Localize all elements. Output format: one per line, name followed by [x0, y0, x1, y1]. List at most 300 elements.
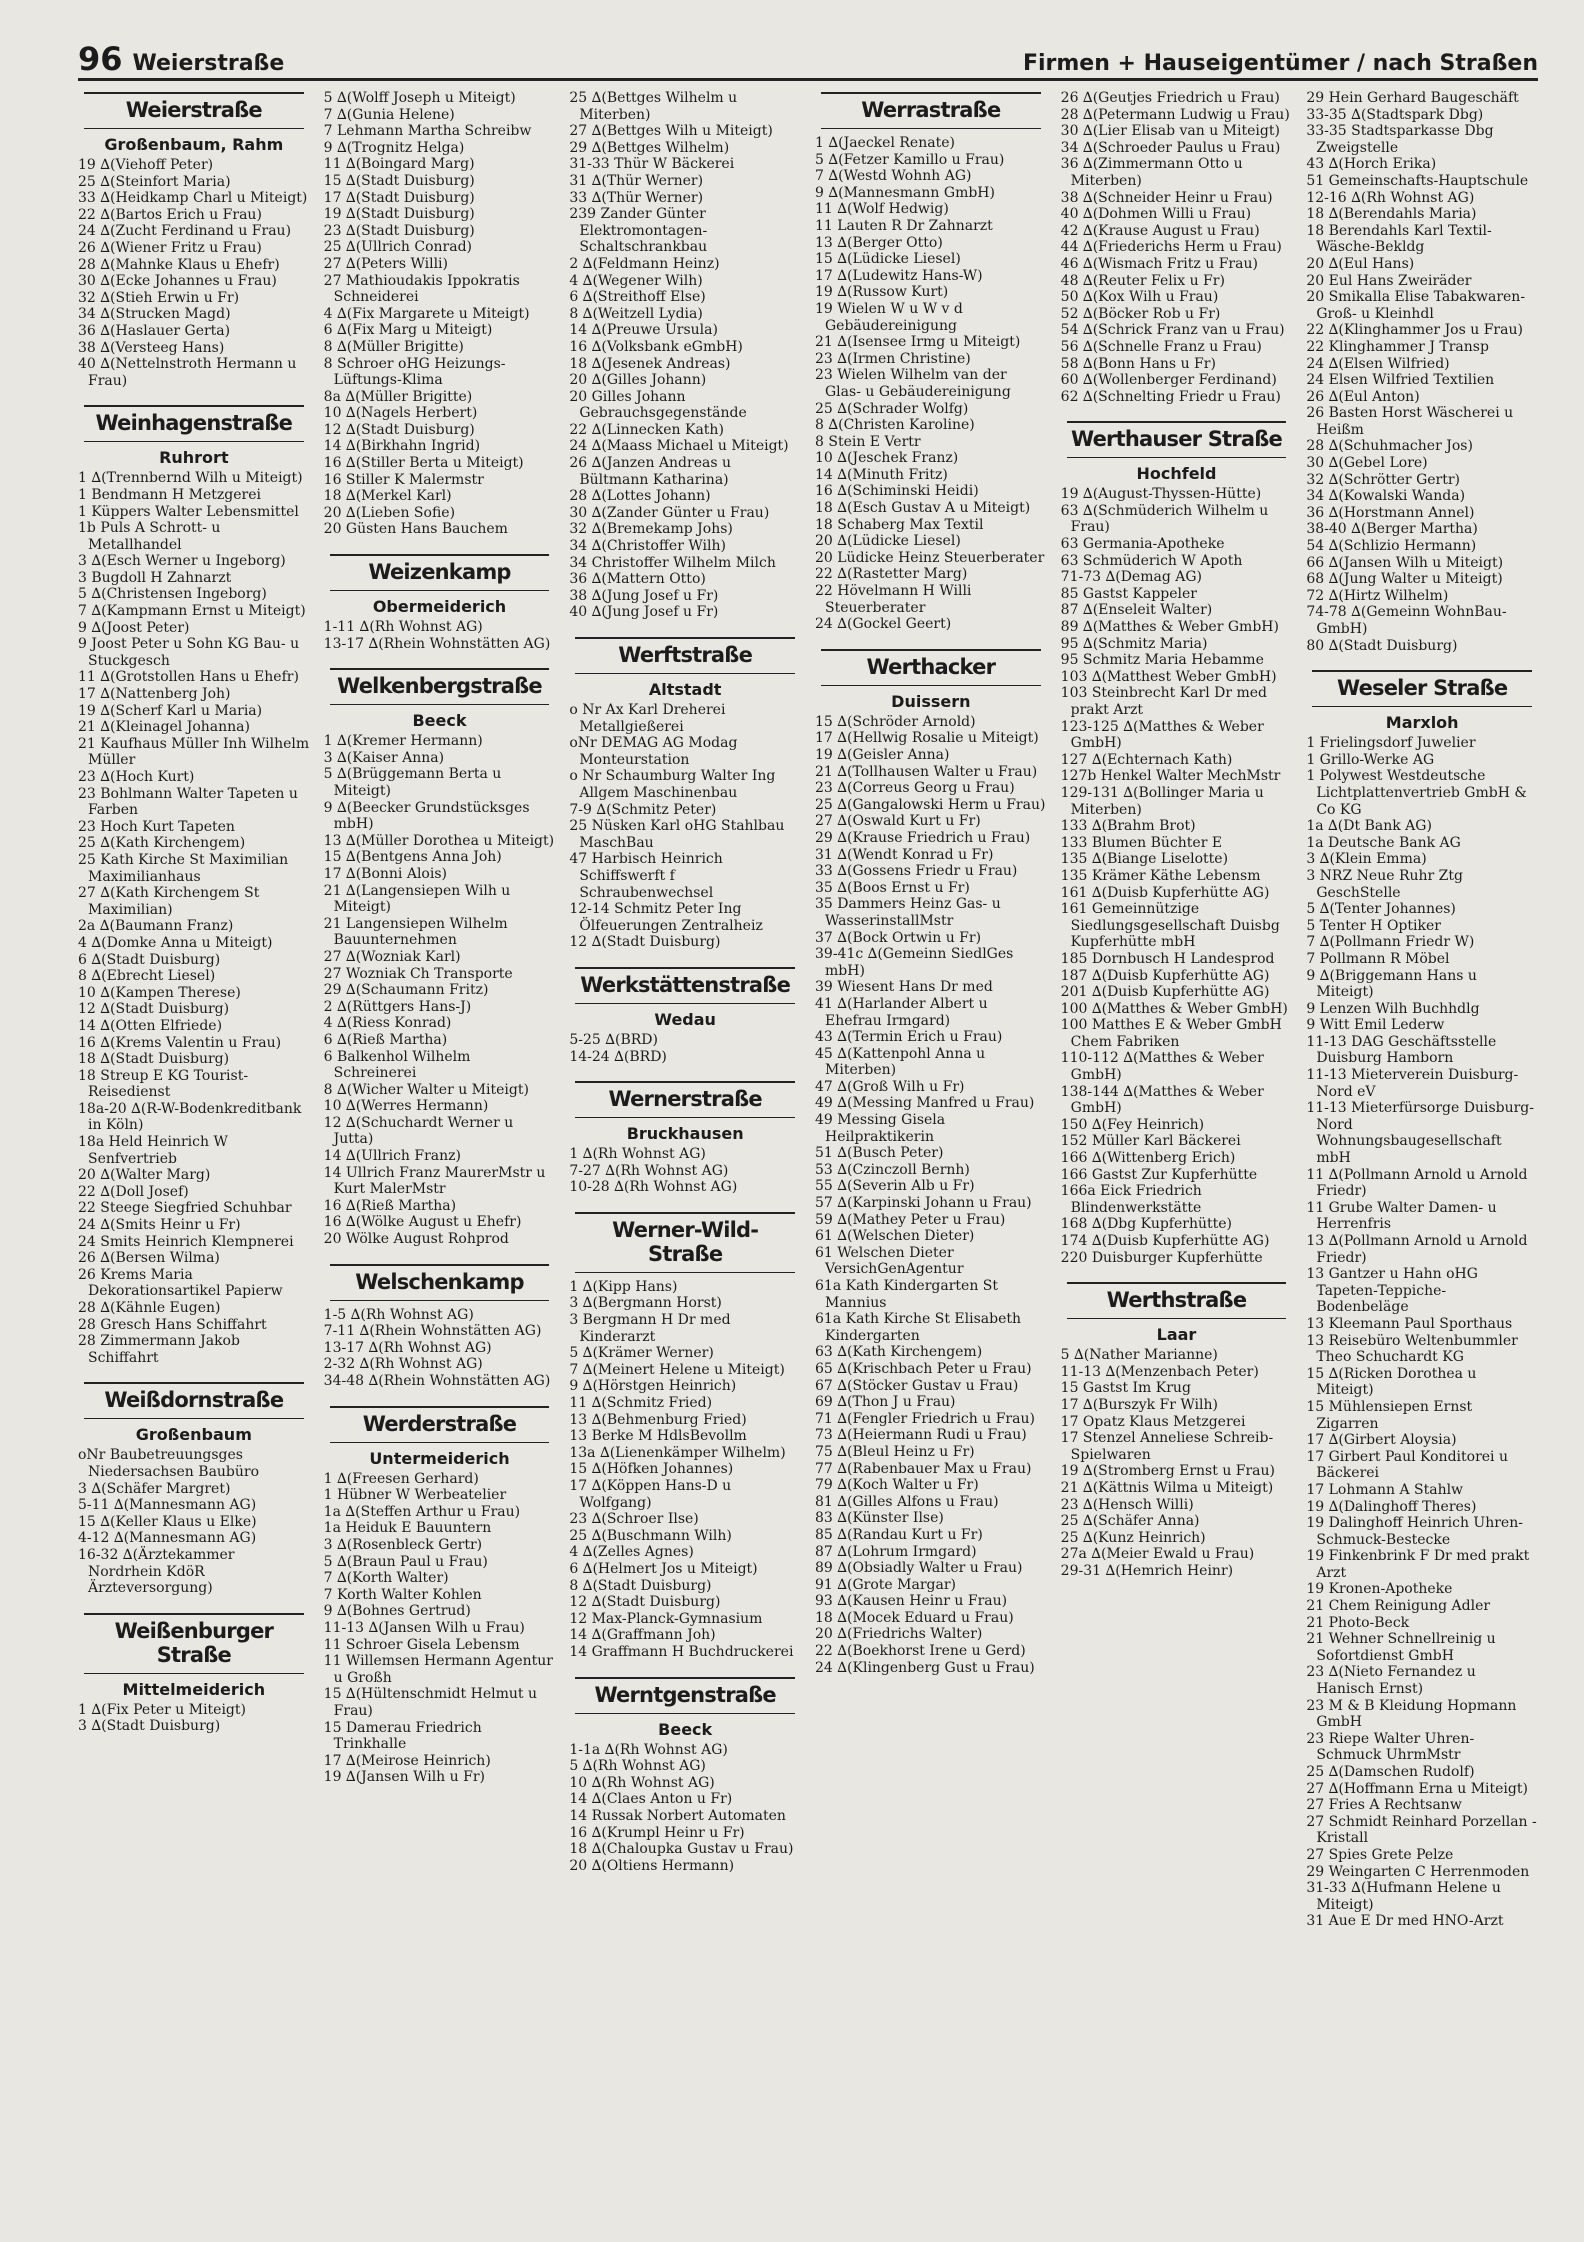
directory-entry: 37 ∆(Bock Ortwin u Fr) — [815, 929, 982, 946]
directory-entry: 187 ∆(Duisb Kupferhütte AG) — [1060, 967, 1270, 984]
directory-entry: 4 ∆(Riess Konrad) — [323, 1015, 452, 1032]
directory-entry: 4 ∆(Wegener Wilh) — [569, 272, 703, 289]
directory-entry: 17 ∆(Girbert Aloysia) — [1306, 1432, 1457, 1449]
directory-entry: 11-13 Mieterverein Duisburg-Nord eV — [1306, 1067, 1519, 1100]
directory-entry: 41 ∆(Harlander Albert u Ehefrau Irmgard) — [815, 995, 988, 1029]
directory-entry: 25 Kath Kirche St Maximilian Maximilianhaus — [78, 851, 289, 885]
directory-entry: 11 ∆(Pollmann Arnold u Arnold Friedr) — [1306, 1166, 1528, 1200]
directory-entry: 16 ∆(Stiller Berta u Miteigt) — [323, 455, 524, 472]
directory-entry: 6 ∆(Streithoff Else) — [569, 289, 706, 306]
directory-entry: 123-125 ∆(Matthes & Weber GmbH) — [1060, 718, 1264, 752]
directory-entry: 25 ∆(Schäfer Anna) — [1060, 1513, 1200, 1530]
directory-entry: 18 ∆(Jesenek Andreas) — [569, 355, 731, 372]
directory-entry: 61a Kath Kindergarten St Mannius — [815, 1278, 998, 1311]
directory-entry: 18 Schaberg Max Textil — [815, 516, 984, 533]
directory-entry: 20 ∆(Walter Marg) — [78, 1167, 211, 1184]
directory-entry: 24 ∆(Zucht Ferdinand u Frau) — [78, 223, 292, 240]
directory-entry: 17 ∆(Ludewitz Hans-W) — [815, 267, 983, 284]
directory-entry: 1 ∆(Fix Peter u Miteigt) — [78, 1701, 246, 1718]
directory-entry: 27 Mathioudakis Ippokratis Schneiderei — [323, 272, 520, 306]
district-heading: Wedau — [654, 1009, 716, 1029]
directory-entry: 21 ∆(Isensee Irmg u Miteigt) — [815, 334, 1021, 351]
street-heading: Weißdornstraße — [84, 1382, 304, 1419]
directory-column — [78, 90, 310, 2230]
directory-entry: 89 ∆(Matthes & Weber GmbH) — [1060, 619, 1279, 636]
directory-entry: 34 Christoffer Wilhelm Milch — [569, 554, 776, 571]
directory-entry: 4-12 ∆(Mannesmann AG) — [78, 1530, 257, 1547]
directory-entry: 21 ∆(Tollhausen Walter u Frau) — [815, 763, 1038, 780]
directory-entry: 1 Grillo-Werke AG — [1306, 751, 1435, 768]
directory-entry: 19 Finkenbrink F Dr med prakt Arzt — [1306, 1548, 1530, 1581]
directory-entry: 2a ∆(Baumann Franz) — [78, 918, 234, 935]
directory-entry: 5-25 ∆(BRD) — [569, 1031, 658, 1048]
directory-entry: oNr Baubetreuungsges Niedersachsen Baubüro — [78, 1447, 260, 1480]
directory-entry: 54 ∆(Schlizio Hermann) — [1306, 538, 1477, 555]
directory-entry: 28 Zimmermann Jakob Schiffahrt — [78, 1333, 240, 1366]
directory-entry: 5 ∆(Krämer Werner) — [569, 1345, 714, 1362]
directory-entry: 33 ∆(Thür Werner) — [569, 189, 704, 206]
directory-entry: 26 ∆(Bersen Wilma) — [78, 1250, 220, 1267]
directory-entry: 19 ∆(Viehoff Peter) — [78, 157, 214, 173]
directory-entry: 3 ∆(Esch Werner u Ingeborg) — [78, 553, 286, 570]
directory-entry: 62 ∆(Schnelting Friedr u Frau) — [1060, 388, 1281, 405]
district-heading: Laar — [1156, 1325, 1197, 1345]
directory-entry: 34 ∆(Strucken Magd) — [78, 306, 231, 323]
directory-entry: 13a ∆(Lienenkämper Wilhelm) — [569, 1444, 786, 1461]
directory-entry: 23 Wielen Wilhelm van der Glas- u Gebäudereinigung — [815, 367, 1011, 400]
directory-entry: 6 ∆(Helmert Jos u Miteigt) — [569, 1560, 758, 1577]
directory-entry: 36 ∆(Mattern Otto) — [569, 571, 706, 588]
street-heading: Welkenbergstraße — [330, 668, 550, 705]
directory-entry: 27 Wozniak Ch Transporte — [323, 965, 513, 982]
directory-entry: 91 ∆(Grote Margar) — [815, 1576, 957, 1593]
directory-entry: 16 ∆(Krumpl Heinr u Fr) — [569, 1824, 745, 1841]
directory-entry: 133 ∆(Brahm Brot) — [1060, 818, 1196, 835]
directory-entry: 23 ∆(Irmen Christine) — [815, 350, 971, 367]
directory-entry: 11 Willemsen Hermann Agentur u Großh — [323, 1653, 553, 1686]
directory-entry: 1-1a ∆(Rh Wohnst AG) — [569, 1741, 728, 1758]
directory-entry: 61 Welschen Dieter VersichGenAgentur — [815, 1244, 964, 1278]
directory-entry: 8 ∆(Weitzell Lydia) — [569, 305, 703, 322]
directory-entry: 57 ∆(Karpinski Johann u Frau) — [815, 1195, 1032, 1212]
street-heading: Welschenkamp — [330, 1264, 550, 1301]
directory-entry: 100 ∆(Matthes & Weber GmbH) — [1060, 1000, 1288, 1017]
directory-entry: 33-35 Stadtsparkasse Dbg Zweigstelle — [1306, 123, 1494, 156]
directory-entry: 20 Güsten Hans Bauchem — [323, 521, 508, 538]
directory-entry: 24 ∆(Maass Michael u Miteigt) — [569, 438, 789, 455]
directory-entry: 22 ∆(Boekhorst Irene u Gerd) — [815, 1643, 1026, 1660]
street-heading: Wernerstraße — [575, 1081, 795, 1118]
running-title: Weierstraße — [132, 51, 285, 76]
directory-entry: 33 ∆(Gossens Friedr u Frau) — [815, 863, 1018, 880]
directory-entry: 20 ∆(Gilles Johann) — [569, 372, 707, 389]
directory-entry: 19 Kronen-Apotheke — [1306, 1581, 1453, 1598]
directory-entry: 63 ∆(Kath Kirchengem) — [815, 1344, 983, 1361]
directory-entry: 133 Blumen Büchter E — [1060, 834, 1223, 851]
directory-entry: 25 ∆(Schrader Wolfg) — [815, 400, 969, 417]
directory-entry: 18 ∆(Mocek Eduard u Frau) — [815, 1609, 1014, 1626]
street-heading: Werthstraße — [1067, 1282, 1287, 1319]
directory-entry: 17 Lohmann A Stahlw — [1306, 1481, 1464, 1498]
directory-entry: 4 ∆(Zelles Agnes) — [569, 1544, 694, 1561]
directory-entry: 166 ∆(Wittenberg Erich) — [1060, 1150, 1236, 1167]
directory-entry: 50 ∆(Kox Wilh u Frau) — [1060, 289, 1219, 306]
street-heading: Werthacker — [821, 649, 1041, 686]
directory-entry: 36 ∆(Zimmermann Otto u Miterben) — [1060, 156, 1243, 189]
directory-entry: 40 ∆(Nettelnstroth Hermann u Frau) — [78, 356, 297, 389]
directory-entry: 14 ∆(Birkhahn Ingrid) — [323, 438, 481, 455]
directory-entry: 28 Gresch Hans Schiffahrt — [78, 1316, 267, 1333]
directory-entry: 1a Heiduk E Bauuntern — [323, 1520, 492, 1537]
street-heading: Werderstraße — [330, 1406, 550, 1443]
directory-entry: 13 ∆(Pollmann Arnold u Arnold Friedr) — [1306, 1233, 1528, 1266]
directory-entry: 7-27 ∆(Rh Wohnst AG) — [569, 1162, 729, 1179]
directory-entry: 25 Nüsken Karl oHG Stahlbau MaschBau — [569, 818, 785, 851]
directory-entry: 138-144 ∆(Matthes & Weber GmbH) — [1060, 1083, 1264, 1117]
street-heading: Weierstraße — [84, 92, 304, 129]
directory-entry: 30 ∆(Gebel Lore) — [1306, 455, 1428, 472]
directory-entry: 7-9 ∆(Schmitz Peter) — [569, 801, 717, 818]
directory-entry: 3 NRZ Neue Ruhr Ztg GeschStelle — [1306, 867, 1463, 901]
directory-entry: 23 ∆(Hoch Kurt) — [78, 769, 195, 785]
directory-entry: 16 Stiller K Malermstr — [323, 471, 484, 488]
directory-entry: 15 Damerau Friedrich Trinkhalle — [323, 1719, 482, 1753]
directory-entry: 161 Gemeinnützige Siedlungsgesellschaft Duisbg Kupferhütte mbH — [1060, 901, 1280, 951]
directory-entry: 7 ∆(Pollmann Friedr W) — [1306, 934, 1475, 951]
directory-entry: 35 ∆(Boos Ernst u Fr) — [815, 879, 970, 896]
directory-entry: 27 ∆(Peters Willi) — [323, 255, 448, 272]
directory-entry: 19 ∆(Stromberg Ernst u Frau) — [1060, 1463, 1276, 1480]
directory-entry: 1b Puls A Schrott- u Metallhandel — [78, 520, 221, 553]
directory-entry: 22 Hövelmann H Willi Steuerberater — [815, 583, 972, 616]
directory-entry: 17 ∆(Bonni Alois) — [323, 865, 447, 882]
directory-entry: 20 Wölke August Rohprod — [323, 1231, 509, 1248]
directory-entry: 5 ∆(Brüggemann Berta u Miteigt) — [323, 766, 502, 799]
directory-entry: 25 ∆(Gangalowski Herm u Frau) — [815, 796, 1046, 813]
directory-entry: 9 ∆(Trognitz Helga) — [323, 139, 465, 156]
directory-entry: 61 ∆(Welschen Dieter) — [815, 1228, 975, 1245]
directory-entry: oNr DEMAG AG Modag Monteurstation — [569, 735, 738, 768]
directory-entry: 9 Lenzen Wilh Buchhdlg — [1306, 1000, 1480, 1017]
directory-entry: 31-33 Thür W Bäckerei — [569, 156, 735, 173]
directory-entry: 27 Fries A Rechtsanw — [1306, 1797, 1462, 1814]
directory-entry: 48 ∆(Reuter Felix u Fr) — [1060, 272, 1225, 289]
directory-entry: 9 ∆(Briggemann Hans u Miteigt) — [1306, 967, 1477, 1001]
directory-entry: 1 Küppers Walter Lebensmittel — [78, 503, 299, 520]
directory-entry: 34 ∆(Kowalski Wanda) — [1306, 488, 1466, 505]
directory-entry: 1-5 ∆(Rh Wohnst AG) — [323, 1306, 474, 1323]
directory-entry: 7 Pollmann R Möbel — [1306, 950, 1450, 967]
directory-entry: 13 Kleemann Paul Sporthaus — [1306, 1315, 1513, 1332]
directory-entry: 14 Graffmann H Buchdruckerei — [569, 1643, 794, 1660]
directory-entry: 1 Frielingsdorf Juwelier — [1306, 735, 1476, 752]
directory-entry: 71 ∆(Fengler Friedrich u Frau) — [815, 1410, 1035, 1427]
directory-entry: 23 ∆(Schroer Ilse) — [569, 1511, 699, 1528]
directory-entry: 5-11 ∆(Mannesmann AG) — [78, 1497, 257, 1514]
directory-entry: 11-13 ∆(Menzenbach Peter) — [1060, 1363, 1259, 1380]
directory-entry: 23 ∆(Nieto Fernandez u Hanisch Ernst) — [1306, 1664, 1476, 1698]
district-heading: Altstadt — [648, 680, 722, 699]
directory-entry: 10-28 ∆(Rh Wohnst AG) — [569, 1179, 738, 1196]
street-heading: Werntgenstraße — [575, 1677, 795, 1714]
district-heading: Ruhrort — [159, 448, 229, 468]
directory-entry: 26 ∆(Janzen Andreas u Bültmann Katharina) — [569, 455, 731, 488]
district-heading: Obermeiderich — [372, 597, 507, 617]
directory-entry: 19 Wielen W u W v d Gebäudereinigung — [815, 300, 963, 334]
directory-entry: 3 ∆(Stadt Duisburg) — [78, 1718, 221, 1735]
directory-entry: 28 ∆(Mahnke Klaus u Ehefr) — [78, 256, 280, 273]
directory-entry: 68 ∆(Jung Walter u Miteigt) — [1306, 571, 1503, 588]
directory-entry: 42 ∆(Krause August u Frau) — [1060, 222, 1260, 239]
directory-entry: 18 Berendahls Karl Textil-Wäsche-Bekldg — [1306, 222, 1492, 256]
directory-entry: 1 Polywest Westdeutsche Lichtplattenvertrieb GmbH & Co KG — [1306, 768, 1527, 818]
directory-entry: 3 ∆(Rosenbleck Gertr) — [323, 1536, 483, 1553]
directory-entry: 63 Germania-Apotheke — [1060, 536, 1225, 553]
directory-entry: 26 ∆(Geutjes Friedrich u Frau) — [1060, 90, 1280, 106]
directory-entry: 16 ∆(Krems Valentin u Frau) — [78, 1034, 282, 1051]
directory-entry: 15 ∆(Höfken Johannes) — [569, 1461, 734, 1478]
district-heading: Untermeiderich — [369, 1448, 510, 1468]
directory-entry: 5 ∆(Rh Wohnst AG) — [569, 1758, 706, 1775]
directory-entry: 2 ∆(Feldmann Heinz) — [569, 255, 720, 272]
directory-entry: 28 ∆(Kähnle Eugen) — [78, 1300, 221, 1316]
directory-entry: 61a Kath Kirche St Elisabeth Kindergarten — [815, 1311, 1021, 1344]
directory-entry: 12 Max-Planck-Gymnasium — [569, 1610, 763, 1627]
directory-column — [1061, 90, 1293, 2230]
directory-entry: 19 ∆(Russow Kurt) — [815, 284, 949, 301]
directory-entry: 14 ∆(Ullrich Franz) — [323, 1148, 461, 1165]
directory-entry: 15 Gastst Im Krug — [1060, 1380, 1191, 1397]
directory-entry: 1a Deutsche Bank AG — [1306, 834, 1461, 851]
directory-entry: 12-16 ∆(Rh Wohnst AG) — [1306, 189, 1475, 206]
directory-entry: 29 Weingarten C Herrenmoden — [1306, 1863, 1530, 1880]
directory-entry: 51 ∆(Busch Peter) — [815, 1145, 944, 1162]
directory-entry: 38-40 ∆(Berger Martha) — [1306, 521, 1478, 538]
directory-entry: 25 ∆(Buschmann Wilh) — [569, 1527, 732, 1544]
district-heading: Mittelmeiderich — [122, 1679, 266, 1699]
header-left — [78, 40, 284, 78]
directory-entry: 185 Dornbusch H Landesprod — [1060, 950, 1275, 967]
directory-entry: 17 ∆(Meirose Heinrich) — [323, 1752, 491, 1769]
directory-entry: 7 Lehmann Martha Schreibw — [323, 123, 532, 140]
directory-entry: 9 ∆(Hörstgen Heinrich) — [569, 1378, 737, 1395]
directory-entry: 21 Photo-Beck — [1306, 1614, 1410, 1631]
directory-entry: 20 Lüdicke Heinz Steuerberater — [815, 549, 1045, 566]
directory-entry: 12-14 Schmitz Peter Ing Ölfeuerungen Zentralheiz — [569, 901, 763, 934]
directory-entry: 11 ∆(Schmitz Fried) — [569, 1395, 713, 1412]
directory-entry: 7 ∆(Kampmann Ernst u Miteigt) — [78, 603, 306, 620]
directory-entry: 11-13 ∆(Jansen Wilh u Frau) — [323, 1619, 525, 1636]
directory-columns — [78, 90, 1538, 2230]
directory-entry: 65 ∆(Krischbach Peter u Frau) — [815, 1360, 1032, 1377]
directory-entry: 5 ∆(Wolff Joseph u Miteigt) — [323, 90, 516, 106]
directory-entry: 33 ∆(Heidkamp Charl u Miteigt) — [78, 190, 308, 207]
directory-entry: 31 ∆(Thür Werner) — [569, 172, 704, 189]
directory-entry: 5 ∆(Christensen Ingeborg) — [78, 586, 267, 603]
directory-entry: 44 ∆(Friederichs Herm u Frau) — [1060, 239, 1282, 256]
street-heading: Werftstraße — [575, 637, 795, 674]
directory-entry: 100 Matthes E & Weber GmbH Chem Fabriken — [1060, 1017, 1282, 1050]
directory-entry: 16 ∆(Schiminski Heidi) — [815, 483, 979, 500]
directory-entry: 15 Mühlensiepen Ernst Zigarren — [1306, 1398, 1473, 1432]
directory-entry: 15 ∆(Hültenschmidt Helmut u Frau) — [323, 1686, 537, 1719]
directory-entry: 14 ∆(Graffmann Joh) — [569, 1627, 716, 1644]
directory-entry: 47 Harbisch Heinrich Schiffswerft f Schraubenwechsel — [569, 851, 723, 901]
street-heading: Werthauser Straße — [1067, 421, 1287, 458]
directory-entry: 18 ∆(Stadt Duisburg) — [78, 1051, 230, 1068]
directory-entry: 23 ∆(Hensch Willi) — [1060, 1496, 1194, 1513]
directory-entry: 18 ∆(Merkel Karl) — [323, 488, 452, 505]
directory-entry: 4 ∆(Fix Margarete u Miteigt) — [323, 305, 530, 322]
directory-entry: 67 ∆(Stöcker Gustav u Frau) — [815, 1377, 1019, 1394]
directory-entry: 29 ∆(Schaumann Fritz) — [323, 982, 489, 999]
directory-entry: 54 ∆(Schrick Franz van u Frau) — [1060, 322, 1285, 339]
directory-entry: 5 Tenter H Optiker — [1306, 917, 1441, 934]
directory-entry: 7-11 ∆(Rhein Wohnstätten AG) — [323, 1323, 542, 1340]
directory-entry: 15 ∆(Ricken Dorothea u Miteigt) — [1306, 1365, 1477, 1399]
directory-entry: 23 ∆(Correus Georg u Frau) — [815, 780, 1015, 797]
directory-entry: 18 ∆(Esch Gustav A u Miteigt) — [815, 500, 1031, 517]
directory-entry: 46 ∆(Wismach Fritz u Frau) — [1060, 255, 1258, 272]
directory-entry: 75 ∆(Bleul Heinz u Fr) — [815, 1443, 975, 1460]
directory-entry: 20 ∆(Friedrichs Walter) — [815, 1626, 983, 1643]
directory-entry: 81 ∆(Gilles Alfons u Frau) — [815, 1493, 999, 1510]
directory-entry: 13 ∆(Berger Otto) — [815, 234, 943, 251]
directory-entry: 21 ∆(Kleinagel Johanna) — [78, 719, 250, 736]
directory-entry: 35 Dammers Heinz Gas- u WasserinstallMstr — [815, 896, 1001, 929]
directory-entry: 14 Russak Norbert Automaten — [569, 1807, 786, 1824]
directory-entry: 23 Bohlmann Walter Tapeten u Farben — [78, 785, 298, 819]
directory-entry: 23 Riepe Walter Uhren-Schmuck UhrmMstr — [1306, 1730, 1475, 1764]
directory-entry: 14 Ullrich Franz MaurerMstr u Kurt MalerMstr — [323, 1164, 546, 1198]
directory-entry: 127b Henkel Walter MechMstr — [1060, 768, 1281, 785]
directory-entry: 38 ∆(Versteeg Hans) — [78, 339, 225, 356]
directory-entry: 168 ∆(Dbg Kupferhütte) — [1060, 1216, 1232, 1233]
directory-entry: 25 ∆(Bettges Wilhelm u Miterben) — [569, 90, 738, 123]
directory-entry: 14 ∆(Otten Elfriede) — [78, 1017, 223, 1034]
directory-entry: o Nr Ax Karl Dreherei Metallgießerei — [569, 702, 726, 735]
directory-entry: 21 Kaufhaus Müller Inh Wilhelm Müller — [78, 735, 310, 769]
directory-entry: 5 ∆(Nather Marianne) — [1060, 1347, 1218, 1364]
directory-entry: 1 ∆(Kremer Hermann) — [323, 733, 483, 750]
street-heading: Weinhagenstraße — [84, 405, 304, 442]
directory-entry: 8 ∆(Stadt Duisburg) — [569, 1577, 712, 1594]
directory-entry: 31 Aue E Dr med HNO-Arzt — [1306, 1913, 1504, 1930]
directory-entry: 9 Witt Emil Lederw — [1306, 1017, 1445, 1034]
directory-entry: 22 ∆(Doll Josef) — [78, 1183, 189, 1200]
directory-entry: 19 ∆(Jansen Wilh u Fr) — [323, 1769, 485, 1786]
directory-entry: 29 ∆(Bettges Wilhelm) — [569, 139, 730, 156]
directory-entry: 25 ∆(Damschen Rudolf) — [1306, 1764, 1475, 1780]
directory-entry: 135 ∆(Biange Liselotte) — [1060, 851, 1229, 868]
directory-entry: 7 ∆(Westd Wohnh AG) — [815, 168, 972, 185]
directory-entry: 12 ∆(Stadt Duisburg) — [569, 934, 721, 951]
directory-entry: 15 ∆(Stadt Duisburg) — [323, 172, 475, 189]
directory-entry: 6 ∆(Rieß Martha) — [323, 1031, 448, 1048]
directory-entry: 34-48 ∆(Rhein Wohnstätten AG) — [323, 1373, 551, 1389]
directory-entry: 22 ∆(Klinghammer Jos u Frau) — [1306, 322, 1523, 339]
street-heading: Werkstättenstraße — [575, 967, 795, 1004]
directory-entry: 19 ∆(Stadt Duisburg) — [323, 206, 475, 223]
directory-entry: 166 Gastst Zur Kupferhütte — [1060, 1166, 1258, 1183]
directory-entry: 30 ∆(Ecke Johannes u Frau) — [78, 273, 277, 290]
directory-entry: 95 ∆(Schmitz Maria) — [1060, 635, 1208, 652]
directory-entry: 27a ∆(Meier Ewald u Frau) — [1060, 1546, 1255, 1563]
directory-entry: 19 ∆(Dalinghoff Theres) — [1306, 1498, 1477, 1515]
directory-entry: 20 Gilles Johann Gebrauchsgegenstände — [569, 388, 747, 422]
directory-entry: 8 ∆(Ebrecht Liesel) — [78, 968, 216, 985]
district-heading: Bruckhausen — [626, 1124, 744, 1144]
directory-entry: 20 Smikalla Elise Tabakwaren-Groß- u Kleinhdl — [1306, 289, 1526, 322]
district-heading: Beeck — [412, 711, 467, 731]
directory-entry: 63 Schmüderich W Apoth — [1060, 552, 1243, 569]
directory-entry: 5 ∆(Fetzer Kamillo u Frau) — [815, 151, 1005, 168]
directory-entry: 26 Basten Horst Wäscherei u Heißm — [1306, 405, 1514, 438]
directory-entry: 77 ∆(Rabenbauer Max u Frau) — [815, 1460, 1032, 1477]
directory-entry: 24 Smits Heinrich Klempnerei — [78, 1233, 294, 1250]
directory-entry: 17 ∆(Burszyk Fr Wilh) — [1060, 1396, 1218, 1413]
directory-entry: 1 ∆(Freesen Gerhard) — [323, 1470, 479, 1487]
directory-entry: 103 Steinbrecht Karl Dr med prakt Arzt — [1060, 685, 1268, 718]
directory-entry: 11 ∆(Wolf Hedwig) — [815, 201, 949, 218]
directory-entry: 30 ∆(Lier Elisab van u Miteigt) — [1060, 123, 1280, 140]
directory-entry: 18a-20 ∆(R-W-Bodenkreditbank in Köln) — [78, 1100, 302, 1134]
directory-entry: 60 ∆(Wollenberger Ferdinand) — [1060, 372, 1277, 389]
directory-entry: 26 ∆(Wiener Fritz u Frau) — [78, 239, 262, 256]
district-heading: Duissern — [891, 691, 971, 711]
directory-entry: 10 ∆(Rh Wohnst AG) — [569, 1774, 715, 1791]
directory-entry: 18 ∆(Chaloupka Gustav u Frau) — [569, 1841, 794, 1858]
directory-entry: 31 ∆(Wendt Konrad u Fr) — [815, 846, 994, 863]
directory-entry: 27 ∆(Oswald Kurt u Fr) — [815, 813, 981, 830]
directory-entry: 71-73 ∆(Demag AG) — [1060, 569, 1203, 586]
directory-entry: 24 ∆(Smits Heinr u Fr) — [78, 1217, 241, 1234]
directory-entry: 1 ∆(Kipp Hans) — [569, 1278, 678, 1295]
directory-entry: 23 ∆(Stadt Duisburg) — [323, 222, 475, 239]
page-number: 96 — [78, 40, 123, 78]
directory-entry: 2 ∆(Rüttgers Hans-J) — [323, 998, 472, 1015]
directory-entry: 20 ∆(Lüdicke Liesel) — [815, 533, 961, 550]
directory-entry: 25 ∆(Steinfort Maria) — [78, 173, 231, 190]
directory-entry: 74-78 ∆(Gemeinn WohnBau-GmbH) — [1306, 604, 1507, 637]
directory-entry: 34 ∆(Christoffer Wilh) — [569, 538, 726, 555]
directory-entry: 11 Grube Walter Damen- u Herrenfris — [1306, 1199, 1497, 1233]
directory-entry: 24 ∆(Elsen Wilfried) — [1306, 355, 1450, 372]
directory-entry: 9 ∆(Mannesmann GmbH) — [815, 184, 995, 201]
district-heading: Hochfeld — [1136, 464, 1217, 484]
directory-entry: 7 ∆(Meinert Helene u Miteigt) — [569, 1361, 785, 1378]
directory-entry: 85 Gastst Kappeler — [1060, 585, 1197, 602]
directory-entry: 16 ∆(Wölke August u Ehefr) — [323, 1214, 522, 1231]
directory-entry: 23 Hoch Kurt Tapeten — [78, 818, 235, 835]
directory-entry: 23 M & B Kleidung Hopmann GmbH — [1306, 1697, 1517, 1731]
directory-entry: 18 ∆(Berendahls Maria) — [1306, 206, 1477, 223]
directory-entry: 24 ∆(Gockel Geert) — [815, 616, 952, 633]
directory-entry: 21 ∆(Kättnis Wilma u Miteigt) — [1060, 1479, 1274, 1496]
directory-entry: 8 ∆(Müller Brigitte) — [323, 338, 464, 355]
directory-entry: 10 ∆(Kampen Therese) — [78, 984, 241, 1001]
directory-entry: 21 Chem Reinigung Adler — [1306, 1598, 1491, 1615]
directory-entry: 13 Gantzer u Hahn oHG Tapeten-Teppiche-Bodenbeläge — [1306, 1266, 1478, 1316]
directory-entry: 40 ∆(Jung Josef u Fr) — [569, 604, 719, 621]
directory-entry: 18a Held Heinrich W Senfvertrieb — [78, 1134, 228, 1167]
directory-entry: 103 ∆(Matthest Weber GmbH) — [1060, 668, 1277, 685]
directory-entry: 13-17 ∆(Rh Wohnst AG) — [323, 1339, 492, 1356]
directory-entry: 11 Lauten R Dr Zahnarzt — [815, 217, 993, 234]
directory-entry: 12 ∆(Stadt Duisburg) — [78, 1001, 230, 1018]
directory-entry: 1 ∆(Trennbernd Wilh u Miteigt) — [78, 470, 303, 487]
directory-entry: 40 ∆(Dohmen Willi u Frau) — [1060, 206, 1252, 223]
